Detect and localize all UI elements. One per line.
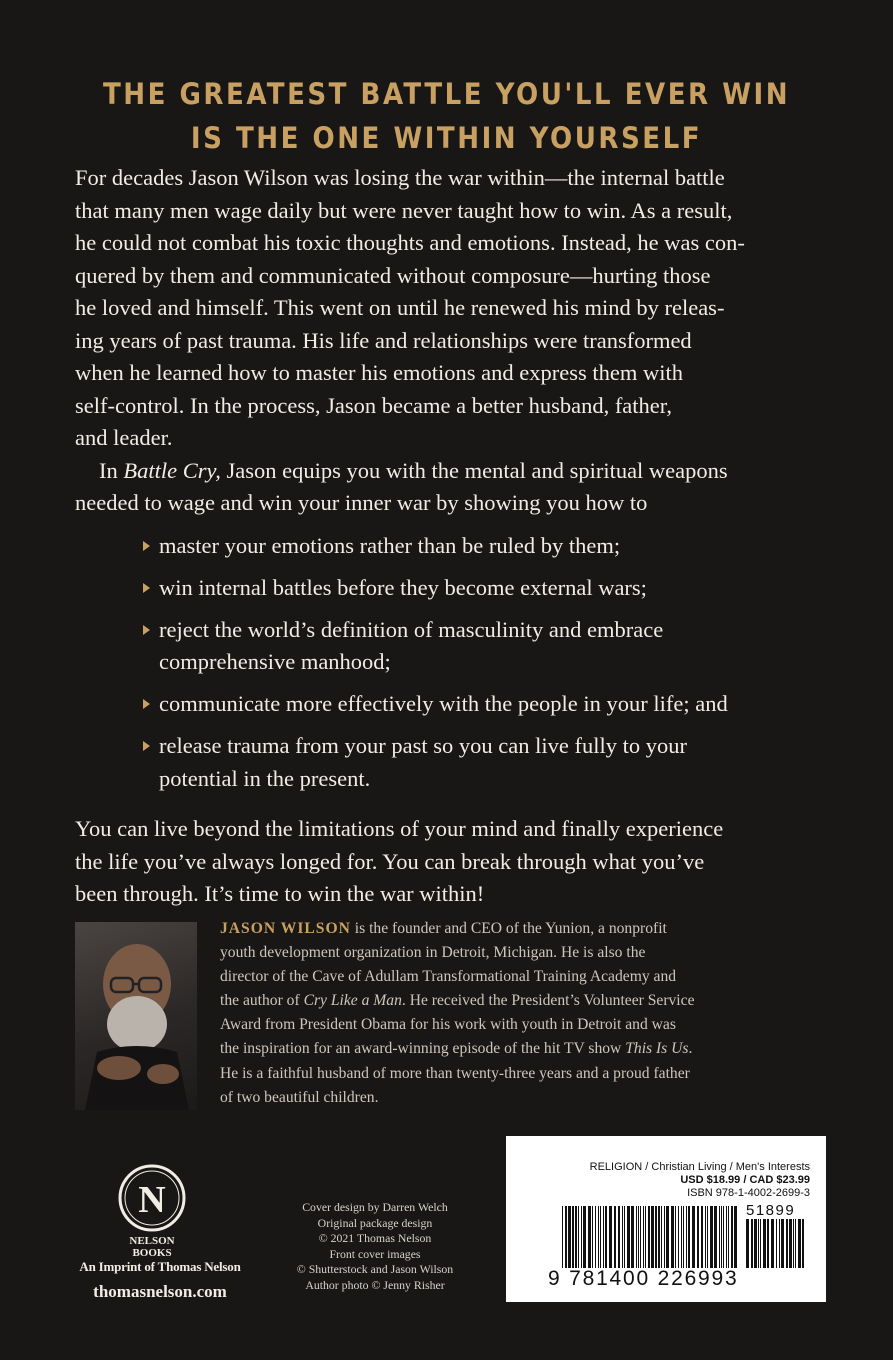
barcode-panel [506, 1136, 826, 1302]
credit-line: Front cover images [329, 1246, 421, 1261]
closing-paragraph [75, 813, 835, 911]
triangle-bullet-icon [143, 541, 150, 551]
bullet-item [159, 530, 835, 563]
closing-line: You can live beyond the limitations of your mind and finally experience [75, 816, 724, 841]
closing-line: the life you’ve always longed for. You can break through what you’ve [75, 848, 705, 874]
credit-line: Original package design [317, 1215, 433, 1230]
intro-line: that many men wage daily but were never taught how to win. As a result, [75, 197, 733, 223]
bullet-item [159, 614, 835, 679]
logo-letter: N [138, 1179, 166, 1221]
isbn: ISBN 978-1-4002-2699-3 [687, 1187, 810, 1199]
bullet-item [159, 572, 835, 605]
bullet-text: communicate more effectively with the people in your life; and [159, 691, 728, 716]
headline [0, 72, 893, 160]
triangle-bullet-icon [143, 741, 150, 751]
bio-book-title: Cry Like a Man [303, 992, 402, 1010]
bullet-item [159, 688, 835, 721]
bullet-text: win internal battles before they become external wars; [159, 574, 647, 600]
intro-line: and leader. [75, 425, 173, 450]
bio-line: He is a faithful husband of more than twenty-three years and a proud father [220, 1064, 690, 1082]
intro-line: he could not combat his toxic thoughts and emotions. Instead, he was con- [75, 230, 745, 255]
price-addon-barcode [746, 1219, 806, 1268]
bullet-text: reject the world’s definition of masculinity and embrace [159, 616, 664, 642]
credit-line: © 2021 Thomas Nelson [318, 1231, 432, 1245]
bullet-text: master your emotions rather than be ruled by them; [159, 532, 621, 558]
author-portrait-illustration [75, 922, 197, 1110]
bullet-text: release trauma from your past so you can live fully to your [159, 733, 687, 758]
publisher-website: thomasnelson.com [93, 1282, 227, 1301]
second-prefix: In [99, 457, 124, 483]
author-photo [75, 922, 197, 1110]
logo-line-1: NELSON [129, 1235, 175, 1247]
description [75, 162, 835, 911]
intro-paragraph [75, 162, 835, 455]
addon-number: 51899 [746, 1202, 796, 1219]
bio-line: the author of [220, 992, 304, 1010]
bio-line: youth development organization in Detroit, Michigan. He is also the [220, 944, 646, 962]
bio-line: . [688, 1040, 693, 1058]
headline-line-1: THE GREATEST BATTLE YOU'LL EVER WIN [102, 77, 791, 111]
second-line-2: needed to wage and win your inner war by showing you how to [75, 490, 648, 515]
isbn-barcode [562, 1206, 738, 1268]
bio-line: of two beautiful children. [220, 1088, 379, 1106]
cover-credits [280, 1200, 470, 1293]
logo-line-2: BOOKS [132, 1247, 172, 1259]
intro-line: For decades Jason Wilson was losing the war within—the internal battle [75, 165, 725, 190]
intro-line: he loved and himself. This went on until he renewed his mind by releas- [75, 295, 725, 320]
bio-line: is the founder and CEO of the Yunion, a nonprofit [350, 920, 667, 937]
bullet-item [159, 730, 835, 795]
price: USD $18.99 / CAD $23.99 [680, 1174, 810, 1186]
intro-line: ing years of past trauma. His life and relationships were transformed [75, 327, 692, 353]
author-name: JASON WILSON [220, 920, 351, 937]
second-line-1: Jason equips you with the mental and spiritual weapons [220, 457, 728, 483]
bullet-text: comprehensive manhood; [159, 649, 391, 674]
bullet-text: potential in the present. [159, 765, 371, 791]
imprint-text: An Imprint of Thomas Nelson [79, 1259, 241, 1274]
intro-line: when he learned how to master his emotions and express them with [75, 360, 683, 385]
barcode-digits: 9 781400 226993 [548, 1267, 739, 1290]
second-paragraph [75, 455, 835, 520]
headline-line-2: IS THE ONE WITHIN YOURSELF [190, 121, 703, 155]
bio-line: Award from President Obama for his work with youth in Detroit and was [220, 1016, 676, 1034]
bio-line: . He received the President’s Volunteer Service [401, 992, 695, 1010]
closing-line: been through. It’s time to win the war within! [75, 881, 485, 906]
triangle-bullet-icon [143, 625, 150, 635]
bio-show-title: This Is Us [625, 1040, 689, 1058]
bisac-category: RELIGION / Christian Living / Men's Interests [589, 1161, 810, 1173]
intro-line: self-control. In the process, Jason became a better husband, father, [75, 392, 672, 418]
bullet-list [75, 530, 835, 796]
author-bio [220, 917, 820, 1110]
bio-line: director of the Cave of Adullam Transformational Training Academy and [220, 968, 677, 986]
bio-line: the inspiration for an award-winning episode of the hit TV show [220, 1040, 626, 1058]
book-title: Battle Cry, [123, 457, 221, 483]
credit-line: © Shutterstock and Jason Wilson [296, 1262, 454, 1276]
nelson-books-logo [112, 1162, 192, 1272]
triangle-bullet-icon [143, 699, 150, 709]
credit-line: Author photo © Jenny Risher [305, 1277, 445, 1292]
triangle-bullet-icon [143, 583, 150, 593]
credit-line: Cover design by Darren Welch [302, 1200, 448, 1214]
intro-line: quered by them and communicated without composure—hurting those [75, 262, 711, 288]
